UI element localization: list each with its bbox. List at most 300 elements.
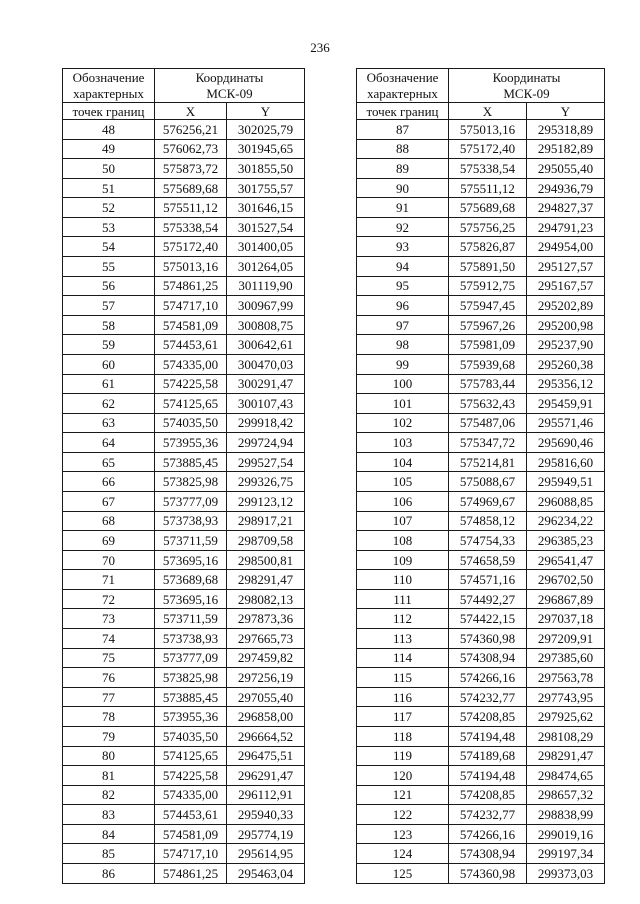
table-row xyxy=(357,139,605,159)
x-coordinate-cell: 573711,59 xyxy=(155,609,227,629)
x-coordinate-cell: 574581,09 xyxy=(155,315,227,335)
x-coordinate-cell: 575689,68 xyxy=(155,178,227,198)
y-coordinate-cell: 298291,47 xyxy=(227,570,305,590)
coordinates-header xyxy=(155,69,305,103)
y-coordinate-cell: 297743,95 xyxy=(527,687,605,707)
table-row xyxy=(63,785,305,805)
table-row xyxy=(63,805,305,825)
designation-line-2: характерных xyxy=(367,86,438,101)
point-number-cell: 73 xyxy=(63,609,155,629)
y-coordinate-cell: 295167,57 xyxy=(527,276,605,296)
x-coordinate-cell: 575939,68 xyxy=(449,354,527,374)
y-coordinate-cell: 296234,22 xyxy=(527,511,605,531)
y-coordinate-cell: 300470,03 xyxy=(227,354,305,374)
table-row xyxy=(63,511,305,531)
table-row xyxy=(357,550,605,570)
point-number-cell: 48 xyxy=(63,120,155,140)
point-number-cell: 88 xyxy=(357,139,449,159)
table-row xyxy=(357,394,605,414)
coordinates-line-1: Координаты xyxy=(195,69,264,85)
point-number-cell: 57 xyxy=(63,296,155,316)
y-coordinate-cell: 301945,65 xyxy=(227,139,305,159)
table-header xyxy=(357,69,605,120)
y-coordinate-cell: 295318,89 xyxy=(527,120,605,140)
coordinates-line-2: МСК-09 xyxy=(206,85,253,101)
point-number-cell: 78 xyxy=(63,707,155,727)
x-coordinate-cell: 575214,81 xyxy=(449,452,527,472)
point-number-cell: 84 xyxy=(63,824,155,844)
x-coordinate-cell: 574266,16 xyxy=(449,668,527,688)
point-number-cell: 72 xyxy=(63,589,155,609)
x-coordinate-cell: 574189,68 xyxy=(449,746,527,766)
point-number-cell: 93 xyxy=(357,237,449,257)
x-coordinate-cell: 575338,54 xyxy=(155,217,227,237)
y-coordinate-cell: 297385,60 xyxy=(527,648,605,668)
designation-line-2: характерных xyxy=(73,86,144,101)
point-number-cell: 80 xyxy=(63,746,155,766)
point-number-cell: 59 xyxy=(63,335,155,355)
x-coordinate-cell: 576256,21 xyxy=(155,120,227,140)
y-coordinate-cell: 295463,04 xyxy=(227,863,305,883)
point-number-cell: 49 xyxy=(63,139,155,159)
x-coordinate-cell: 574035,50 xyxy=(155,413,227,433)
table-row xyxy=(357,785,605,805)
y-coordinate-cell: 296385,23 xyxy=(527,531,605,551)
table-row xyxy=(63,824,305,844)
y-column-header: Y xyxy=(527,103,605,120)
point-number-cell: 122 xyxy=(357,805,449,825)
point-number-cell: 97 xyxy=(357,315,449,335)
table-body xyxy=(357,120,605,884)
y-coordinate-cell: 298838,99 xyxy=(527,805,605,825)
point-number-cell: 63 xyxy=(63,413,155,433)
table-row xyxy=(63,609,305,629)
table-row xyxy=(357,374,605,394)
x-coordinate-cell: 575511,12 xyxy=(155,198,227,218)
table-row xyxy=(63,159,305,179)
point-number-cell: 100 xyxy=(357,374,449,394)
y-coordinate-cell: 300107,43 xyxy=(227,394,305,414)
point-number-cell: 116 xyxy=(357,687,449,707)
x-coordinate-cell: 574453,61 xyxy=(155,335,227,355)
y-coordinate-cell: 298500,81 xyxy=(227,550,305,570)
y-coordinate-cell: 298657,32 xyxy=(527,785,605,805)
point-number-cell: 65 xyxy=(63,452,155,472)
x-coordinate-cell: 575088,67 xyxy=(449,472,527,492)
x-coordinate-cell: 574581,09 xyxy=(155,824,227,844)
point-number-cell: 66 xyxy=(63,472,155,492)
x-coordinate-cell: 574208,85 xyxy=(449,785,527,805)
x-coordinate-cell: 574125,65 xyxy=(155,746,227,766)
x-coordinate-cell: 573885,45 xyxy=(155,687,227,707)
point-number-cell: 91 xyxy=(357,198,449,218)
x-coordinate-cell: 575347,72 xyxy=(449,433,527,453)
point-number-cell: 71 xyxy=(63,570,155,590)
y-coordinate-cell: 297873,36 xyxy=(227,609,305,629)
y-coordinate-cell: 300967,99 xyxy=(227,296,305,316)
point-number-cell: 121 xyxy=(357,785,449,805)
y-coordinate-cell: 297459,82 xyxy=(227,648,305,668)
y-coordinate-cell: 297037,18 xyxy=(527,609,605,629)
point-number-cell: 120 xyxy=(357,766,449,786)
table-row xyxy=(357,668,605,688)
table-row xyxy=(63,491,305,511)
point-number-cell: 108 xyxy=(357,531,449,551)
x-coordinate-cell: 575981,09 xyxy=(449,335,527,355)
x-coordinate-cell: 575338,54 xyxy=(449,159,527,179)
y-coordinate-cell: 300642,61 xyxy=(227,335,305,355)
y-coordinate-cell: 299724,94 xyxy=(227,433,305,453)
table-row xyxy=(357,120,605,140)
x-coordinate-cell: 573825,98 xyxy=(155,472,227,492)
point-number-cell: 82 xyxy=(63,785,155,805)
y-coordinate-cell: 296088,85 xyxy=(527,491,605,511)
point-number-cell: 94 xyxy=(357,257,449,277)
x-coordinate-cell: 574492,27 xyxy=(449,589,527,609)
point-number-cell: 77 xyxy=(63,687,155,707)
y-coordinate-cell: 298917,21 xyxy=(227,511,305,531)
x-coordinate-cell: 574658,59 xyxy=(449,550,527,570)
y-coordinate-cell: 301646,15 xyxy=(227,198,305,218)
y-coordinate-cell: 295356,12 xyxy=(527,374,605,394)
point-number-cell: 60 xyxy=(63,354,155,374)
table-row xyxy=(63,726,305,746)
x-coordinate-cell: 574754,33 xyxy=(449,531,527,551)
y-coordinate-cell: 302025,79 xyxy=(227,120,305,140)
x-coordinate-cell: 575891,50 xyxy=(449,257,527,277)
point-number-cell: 99 xyxy=(357,354,449,374)
x-coordinate-cell: 573955,36 xyxy=(155,707,227,727)
x-coordinate-cell: 575967,26 xyxy=(449,315,527,335)
table-row xyxy=(357,589,605,609)
point-number-cell: 113 xyxy=(357,629,449,649)
y-coordinate-cell: 295940,33 xyxy=(227,805,305,825)
point-number-cell: 104 xyxy=(357,452,449,472)
designation-header xyxy=(63,69,155,103)
y-coordinate-cell: 299019,16 xyxy=(527,824,605,844)
table-row xyxy=(357,472,605,492)
x-coordinate-cell: 575689,68 xyxy=(449,198,527,218)
y-coordinate-cell: 295571,46 xyxy=(527,413,605,433)
point-number-cell: 107 xyxy=(357,511,449,531)
table-row xyxy=(357,335,605,355)
y-coordinate-cell: 295816,60 xyxy=(527,452,605,472)
y-coordinate-cell: 297925,62 xyxy=(527,707,605,727)
y-coordinate-cell: 295774,19 xyxy=(227,824,305,844)
table-row xyxy=(63,394,305,414)
x-coordinate-cell: 574194,48 xyxy=(449,766,527,786)
y-coordinate-cell: 301400,05 xyxy=(227,237,305,257)
y-column-header: Y xyxy=(227,103,305,120)
x-coordinate-cell: 574861,25 xyxy=(155,276,227,296)
point-number-cell: 83 xyxy=(63,805,155,825)
y-coordinate-cell: 299326,75 xyxy=(227,472,305,492)
table-row xyxy=(63,354,305,374)
table-row xyxy=(63,570,305,590)
point-number-cell: 86 xyxy=(63,863,155,883)
x-coordinate-cell: 573777,09 xyxy=(155,491,227,511)
point-number-cell: 118 xyxy=(357,726,449,746)
x-coordinate-cell: 574125,65 xyxy=(155,394,227,414)
x-coordinate-cell: 574969,67 xyxy=(449,491,527,511)
table-row xyxy=(357,511,605,531)
x-coordinate-cell: 574571,16 xyxy=(449,570,527,590)
point-number-cell: 110 xyxy=(357,570,449,590)
point-number-cell: 106 xyxy=(357,491,449,511)
table-row xyxy=(63,589,305,609)
table-row xyxy=(357,198,605,218)
table-row xyxy=(357,707,605,727)
x-coordinate-cell: 574861,25 xyxy=(155,863,227,883)
point-number-cell: 114 xyxy=(357,648,449,668)
y-coordinate-cell: 299123,12 xyxy=(227,491,305,511)
point-number-cell: 79 xyxy=(63,726,155,746)
table-row xyxy=(63,198,305,218)
page-number: 236 xyxy=(310,40,330,55)
table-row xyxy=(63,629,305,649)
table-row xyxy=(63,257,305,277)
table-row xyxy=(63,452,305,472)
x-coordinate-cell: 575487,06 xyxy=(449,413,527,433)
coordinates-line-2: МСК-09 xyxy=(503,85,550,101)
y-coordinate-cell: 299527,54 xyxy=(227,452,305,472)
point-number-cell: 54 xyxy=(63,237,155,257)
x-coordinate-cell: 573711,59 xyxy=(155,531,227,551)
y-coordinate-cell: 301527,54 xyxy=(227,217,305,237)
table-row xyxy=(63,746,305,766)
y-coordinate-cell: 301855,50 xyxy=(227,159,305,179)
table-row xyxy=(357,257,605,277)
table-row xyxy=(357,491,605,511)
x-coordinate-cell: 573777,09 xyxy=(155,648,227,668)
x-coordinate-cell: 574225,58 xyxy=(155,766,227,786)
y-coordinate-cell: 295237,90 xyxy=(527,335,605,355)
x-coordinate-cell: 575172,40 xyxy=(449,139,527,159)
x-coordinate-cell: 574232,77 xyxy=(449,805,527,825)
x-coordinate-cell: 573689,68 xyxy=(155,570,227,590)
x-coordinate-cell: 574453,61 xyxy=(155,805,227,825)
x-coordinate-cell: 575632,43 xyxy=(449,394,527,414)
point-number-cell: 61 xyxy=(63,374,155,394)
point-number-cell: 56 xyxy=(63,276,155,296)
x-coordinate-cell: 574035,50 xyxy=(155,726,227,746)
point-number-cell: 58 xyxy=(63,315,155,335)
table-row xyxy=(357,237,605,257)
x-coordinate-cell: 574717,10 xyxy=(155,844,227,864)
point-number-cell: 124 xyxy=(357,844,449,864)
y-coordinate-cell: 299918,42 xyxy=(227,413,305,433)
point-number-cell: 102 xyxy=(357,413,449,433)
point-number-cell: 96 xyxy=(357,296,449,316)
table-row xyxy=(63,668,305,688)
table-row xyxy=(357,315,605,335)
point-number-cell: 67 xyxy=(63,491,155,511)
y-coordinate-cell: 297055,40 xyxy=(227,687,305,707)
x-coordinate-cell: 574858,12 xyxy=(449,511,527,531)
x-coordinate-cell: 575826,87 xyxy=(449,237,527,257)
point-number-cell: 70 xyxy=(63,550,155,570)
table-row xyxy=(63,120,305,140)
x-coordinate-cell: 573738,93 xyxy=(155,629,227,649)
x-coordinate-cell: 575947,45 xyxy=(449,296,527,316)
x-coordinate-cell: 575783,44 xyxy=(449,374,527,394)
y-coordinate-cell: 294827,37 xyxy=(527,198,605,218)
x-coordinate-cell: 574335,00 xyxy=(155,354,227,374)
y-coordinate-cell: 294954,00 xyxy=(527,237,605,257)
y-coordinate-cell: 297256,19 xyxy=(227,668,305,688)
x-coordinate-cell: 574266,16 xyxy=(449,824,527,844)
y-coordinate-cell: 298474,65 xyxy=(527,766,605,786)
coordinates-header xyxy=(449,69,605,103)
point-number-cell: 74 xyxy=(63,629,155,649)
table-row xyxy=(357,746,605,766)
designation-line-1: Обозначение xyxy=(366,70,439,85)
table-row xyxy=(357,648,605,668)
x-coordinate-cell: 573695,16 xyxy=(155,550,227,570)
x-coordinate-cell: 573955,36 xyxy=(155,433,227,453)
point-number-cell: 103 xyxy=(357,433,449,453)
y-coordinate-cell: 296541,47 xyxy=(527,550,605,570)
y-coordinate-cell: 296475,51 xyxy=(227,746,305,766)
table-row xyxy=(63,863,305,883)
table-row xyxy=(357,629,605,649)
point-number-cell: 53 xyxy=(63,217,155,237)
point-number-cell: 98 xyxy=(357,335,449,355)
table-row xyxy=(357,844,605,864)
x-coordinate-cell: 574225,58 xyxy=(155,374,227,394)
point-number-cell: 111 xyxy=(357,589,449,609)
table-row xyxy=(63,707,305,727)
y-coordinate-cell: 301119,90 xyxy=(227,276,305,296)
y-coordinate-cell: 297209,91 xyxy=(527,629,605,649)
table-row xyxy=(357,178,605,198)
designation-line-1: Обозначение xyxy=(72,70,145,85)
x-coordinate-cell: 576062,73 xyxy=(155,139,227,159)
x-coordinate-cell: 574717,10 xyxy=(155,296,227,316)
y-coordinate-cell: 296112,91 xyxy=(227,785,305,805)
table-row xyxy=(63,687,305,707)
point-number-cell: 101 xyxy=(357,394,449,414)
table-row xyxy=(357,452,605,472)
x-coordinate-cell: 573695,16 xyxy=(155,589,227,609)
point-number-cell: 125 xyxy=(357,863,449,883)
point-number-cell: 64 xyxy=(63,433,155,453)
y-coordinate-cell: 296702,50 xyxy=(527,570,605,590)
y-coordinate-cell: 295202,89 xyxy=(527,296,605,316)
point-number-cell: 51 xyxy=(63,178,155,198)
table-row xyxy=(63,276,305,296)
table-row xyxy=(63,844,305,864)
point-number-cell: 89 xyxy=(357,159,449,179)
point-number-cell: 117 xyxy=(357,707,449,727)
designation-line-3: точек границ xyxy=(357,103,449,120)
y-coordinate-cell: 296664,52 xyxy=(227,726,305,746)
y-coordinate-cell: 297665,73 xyxy=(227,629,305,649)
y-coordinate-cell: 295949,51 xyxy=(527,472,605,492)
point-number-cell: 76 xyxy=(63,668,155,688)
x-coordinate-cell: 574194,48 xyxy=(449,726,527,746)
x-coordinate-cell: 575912,75 xyxy=(449,276,527,296)
x-coordinate-cell: 575172,40 xyxy=(155,237,227,257)
table-row xyxy=(63,433,305,453)
x-coordinate-cell: 575511,12 xyxy=(449,178,527,198)
point-number-cell: 50 xyxy=(63,159,155,179)
table-row xyxy=(357,276,605,296)
point-number-cell: 69 xyxy=(63,531,155,551)
table-row xyxy=(63,374,305,394)
x-column-header: X xyxy=(155,103,227,120)
point-number-cell: 119 xyxy=(357,746,449,766)
table-row xyxy=(357,531,605,551)
table-row xyxy=(63,531,305,551)
x-coordinate-cell: 574208,85 xyxy=(449,707,527,727)
table-row xyxy=(357,766,605,786)
y-coordinate-cell: 298709,58 xyxy=(227,531,305,551)
point-number-cell: 109 xyxy=(357,550,449,570)
y-coordinate-cell: 301264,05 xyxy=(227,257,305,277)
y-coordinate-cell: 295690,46 xyxy=(527,433,605,453)
table-row xyxy=(357,354,605,374)
table-row xyxy=(63,335,305,355)
point-number-cell: 112 xyxy=(357,609,449,629)
y-coordinate-cell: 296291,47 xyxy=(227,766,305,786)
coordinates-table-left xyxy=(62,68,305,884)
y-coordinate-cell: 299197,34 xyxy=(527,844,605,864)
x-coordinate-cell: 575873,72 xyxy=(155,159,227,179)
point-number-cell: 123 xyxy=(357,824,449,844)
table-row xyxy=(63,296,305,316)
y-coordinate-cell: 295200,98 xyxy=(527,315,605,335)
table-row xyxy=(357,159,605,179)
point-number-cell: 95 xyxy=(357,276,449,296)
table-row xyxy=(63,550,305,570)
y-coordinate-cell: 298291,47 xyxy=(527,746,605,766)
designation-header xyxy=(357,69,449,103)
point-number-cell: 115 xyxy=(357,668,449,688)
x-coordinate-cell: 573738,93 xyxy=(155,511,227,531)
designation-line-3: точек границ xyxy=(63,103,155,120)
point-number-cell: 92 xyxy=(357,217,449,237)
table-row xyxy=(357,217,605,237)
x-coordinate-cell: 574360,98 xyxy=(449,863,527,883)
y-coordinate-cell: 301755,57 xyxy=(227,178,305,198)
table-row xyxy=(63,413,305,433)
y-coordinate-cell: 300808,75 xyxy=(227,315,305,335)
x-coordinate-cell: 575013,16 xyxy=(155,257,227,277)
coordinates-line-1: Координаты xyxy=(492,69,561,85)
table-row xyxy=(63,315,305,335)
table-row xyxy=(357,824,605,844)
x-coordinate-cell: 573825,98 xyxy=(155,668,227,688)
point-number-cell: 75 xyxy=(63,648,155,668)
x-coordinate-cell: 574308,94 xyxy=(449,844,527,864)
point-number-cell: 105 xyxy=(357,472,449,492)
table-header xyxy=(63,69,305,120)
y-coordinate-cell: 295127,57 xyxy=(527,257,605,277)
x-coordinate-cell: 574232,77 xyxy=(449,687,527,707)
y-coordinate-cell: 296867,89 xyxy=(527,589,605,609)
y-coordinate-cell: 300291,47 xyxy=(227,374,305,394)
y-coordinate-cell: 295459,91 xyxy=(527,394,605,414)
y-coordinate-cell: 297563,78 xyxy=(527,668,605,688)
x-coordinate-cell: 574335,00 xyxy=(155,785,227,805)
y-coordinate-cell: 294791,23 xyxy=(527,217,605,237)
point-number-cell: 90 xyxy=(357,178,449,198)
table-row xyxy=(357,805,605,825)
table-row xyxy=(357,726,605,746)
table-row xyxy=(357,413,605,433)
table-row xyxy=(357,296,605,316)
